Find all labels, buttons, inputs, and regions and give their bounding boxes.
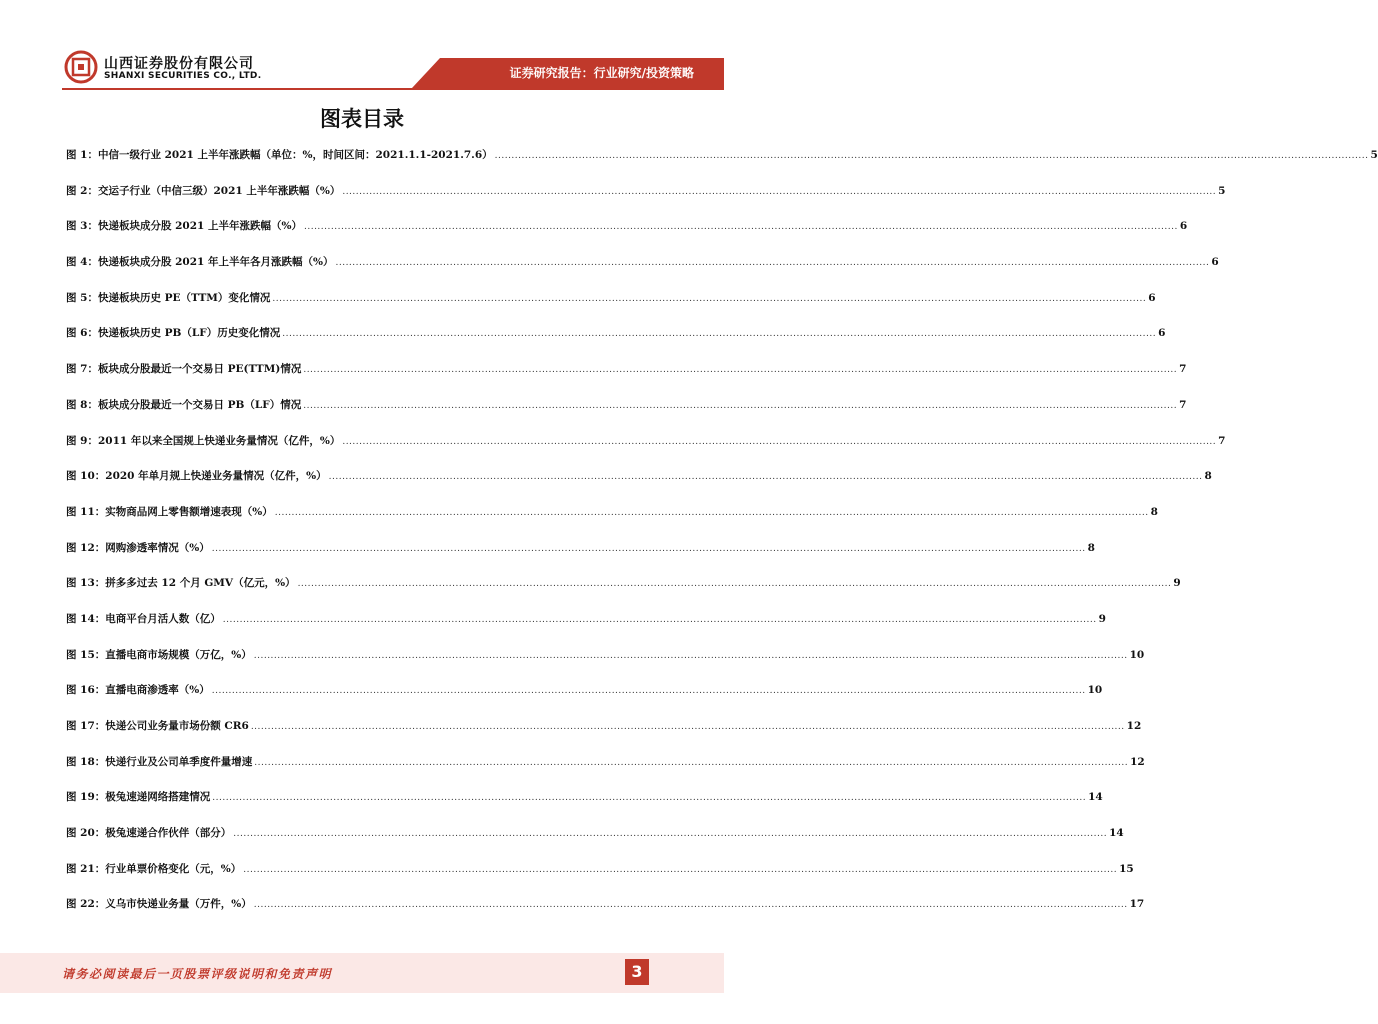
dot-leader: .................................................................................................................................................................................................................................................................... (274, 507, 1149, 518)
toc-entry-label: 图 3：快递板块成分股 2021 上半年涨跌幅（%） (66, 220, 302, 233)
toc-entry[interactable] (66, 575, 1181, 611)
toc-entry-page: 15 (1119, 862, 1134, 875)
toc-entry-page: 6 (1158, 327, 1166, 340)
toc-entry[interactable] (66, 682, 1103, 718)
dot-leader: .................................................................................................................................................................................................................................................................... (282, 329, 1157, 340)
dot-leader: .................................................................................................................................................................................................................................................................... (211, 686, 1086, 697)
dot-leader: .................................................................................................................................................................................................................................................................... (211, 543, 1086, 554)
company-name-cn: 山西证券股份有限公司 (104, 56, 254, 72)
toc-entry-page: 10 (1129, 648, 1145, 661)
dot-leader: .................................................................................................................................................................................................................................................................... (328, 472, 1203, 483)
dot-leader: .................................................................................................................................................................................................................................................................... (342, 436, 1217, 447)
dot-leader: .................................................................................................................................................................................................................................................................... (335, 258, 1210, 269)
dot-leader: .................................................................................................................................................................................................................................................................... (342, 186, 1217, 197)
toc-entry-page: 9 (1173, 577, 1181, 590)
figure-list (66, 147, 1378, 932)
toc-entry[interactable] (66, 647, 1145, 683)
company-name-en: SHANXI SECURITIES CO., LTD. (104, 71, 262, 81)
toc-entry[interactable] (66, 147, 1378, 183)
toc-entry[interactable] (66, 611, 1106, 647)
dot-leader: .................................................................................................................................................................................................................................................................... (303, 400, 1178, 411)
toc-entry-page: 6 (1211, 256, 1219, 269)
toc-entry-page: 17 (1129, 898, 1145, 911)
toc-entry-page: 14 (1088, 791, 1103, 804)
toc-entry-label: 图 21：行业单票价格变化（元，%） (66, 862, 242, 875)
toc-entry[interactable] (66, 504, 1158, 540)
dot-leader: .................................................................................................................................................................................................................................................................... (303, 222, 1178, 233)
toc-entry[interactable] (66, 325, 1166, 361)
toc-entry-label: 图 14：电商平台月活人数（亿） (66, 612, 221, 625)
dot-leader: .................................................................................................................................................................................................................................................................... (212, 793, 1087, 804)
dot-leader: .................................................................................................................................................................................................................................................................... (272, 293, 1147, 304)
toc-entry-page: 6 (1179, 220, 1188, 233)
dot-leader: .................................................................................................................................................................................................................................................................... (303, 365, 1178, 376)
toc-entry-label: 图 5：快递板块历史 PE（TTM）变化情况 (66, 291, 271, 304)
page-number: 3 (625, 959, 649, 985)
dot-leader: .................................................................................................................................................................................................................................................................... (243, 864, 1118, 875)
dot-leader: .................................................................................................................................................................................................................................................................... (297, 579, 1172, 590)
toc-entry[interactable] (66, 540, 1095, 576)
toc-entry-label: 图 19：极兔速递网络搭建情况 (66, 791, 211, 804)
dot-leader: .................................................................................................................................................................................................................................................................... (254, 757, 1129, 768)
dot-leader: .................................................................................................................................................................................................................................................................... (233, 829, 1108, 840)
toc-entry-page: 8 (1150, 505, 1158, 518)
header-divider (62, 88, 724, 90)
dot-leader: .................................................................................................................................................................................................................................................................... (222, 614, 1097, 625)
toc-entry-label: 图 13：拼多多过去 12 个月 GMV（亿元，%） (66, 577, 296, 590)
toc-entry-label: 图 7：板块成分股最近一个交易日 PE(TTM)情况 (66, 363, 302, 376)
toc-entry-page: 7 (1179, 363, 1187, 376)
toc-entry-page: 5 (1218, 184, 1226, 197)
toc-entry-page: 10 (1087, 684, 1103, 697)
toc-entry[interactable] (66, 254, 1219, 290)
toc-entry-page: 6 (1148, 291, 1156, 304)
report-type-tag: 证券研究报告：行业研究/投资策略 (509, 66, 694, 80)
header-banner (440, 58, 724, 88)
toc-entry-label: 图 17：快递公司业务量市场份额 CR6 (66, 720, 249, 732)
toc-entry-label: 图 6：快递板块历史 PB（LF）历史变化情况 (66, 327, 281, 340)
toc-entry[interactable] (66, 825, 1124, 861)
toc-entry[interactable] (66, 361, 1187, 397)
dot-leader: .................................................................................................................................................................................................................................................................... (250, 722, 1125, 732)
toc-entry[interactable] (66, 789, 1103, 825)
toc-entry-label: 图 4：快递板块成分股 2021 年上半年各月涨跌幅（%） (66, 256, 334, 269)
footer-disclaimer: 请务必阅读最后一页股票评级说明和免责声明 (62, 967, 333, 981)
toc-entry-page: 8 (1204, 470, 1212, 483)
toc-entry-page: 8 (1087, 541, 1095, 554)
dot-leader: .................................................................................................................................................................................................................................................................... (253, 900, 1128, 911)
page-title: 图表目录 (320, 107, 404, 131)
toc-entry-label: 图 11：实物商品网上零售额增速表现（%） (66, 505, 273, 518)
toc-entry-page: 5 (1370, 149, 1378, 161)
toc-entry-label: 图 20：极兔速递合作伙伴（部分） (66, 827, 232, 840)
toc-entry-label: 图 9：2011 年以来全国规上快递业务量情况（亿件，%） (66, 434, 341, 447)
toc-entry-page: 12 (1130, 755, 1145, 768)
toc-entry-label: 图 1：中信一级行业 2021 上半年涨跌幅（单位：%，时间区间：2021.1.1-2021.7.6） (66, 149, 493, 161)
toc-entry[interactable] (66, 290, 1156, 326)
toc-entry-page: 12 (1126, 720, 1142, 732)
footer-banner (0, 953, 724, 993)
toc-entry-label: 图 2：交运子行业（中信三级）2021 上半年涨跌幅（%） (66, 184, 341, 197)
toc-entry-page: 7 (1218, 434, 1226, 447)
toc-entry-label: 图 18：快递行业及公司单季度件量增速 (66, 755, 253, 768)
toc-entry-page: 9 (1098, 612, 1106, 625)
toc-entry[interactable] (66, 468, 1212, 504)
toc-entry[interactable] (66, 718, 1142, 754)
dot-leader: .................................................................................................................................................................................................................................................................... (494, 151, 1369, 161)
toc-entry[interactable] (66, 433, 1226, 469)
toc-entry[interactable] (66, 397, 1187, 433)
toc-entry-label: 图 10：2020 年单月规上快递业务量情况（亿件，%） (66, 470, 327, 483)
toc-entry-page: 14 (1109, 827, 1124, 840)
toc-entry-label: 图 12：网购渗透率情况（%） (66, 541, 210, 554)
toc-entry[interactable] (66, 896, 1145, 932)
toc-entry[interactable] (66, 754, 1145, 790)
toc-entry-label: 图 8：板块成分股最近一个交易日 PB（LF）情况 (66, 398, 302, 411)
dot-leader: .................................................................................................................................................................................................................................................................... (253, 650, 1128, 661)
toc-entry-label: 图 22：义乌市快递业务量（万件，%） (66, 898, 252, 911)
toc-entry-label: 图 16：直播电商渗透率（%） (66, 684, 210, 697)
toc-entry-label: 图 15：直播电商市场规模（万亿，%） (66, 648, 252, 661)
toc-entry-page: 7 (1179, 398, 1187, 411)
shanxi-securities-logo-icon (64, 50, 98, 84)
toc-entry[interactable] (66, 861, 1134, 897)
toc-entry[interactable] (66, 218, 1188, 254)
toc-entry[interactable] (66, 183, 1226, 219)
